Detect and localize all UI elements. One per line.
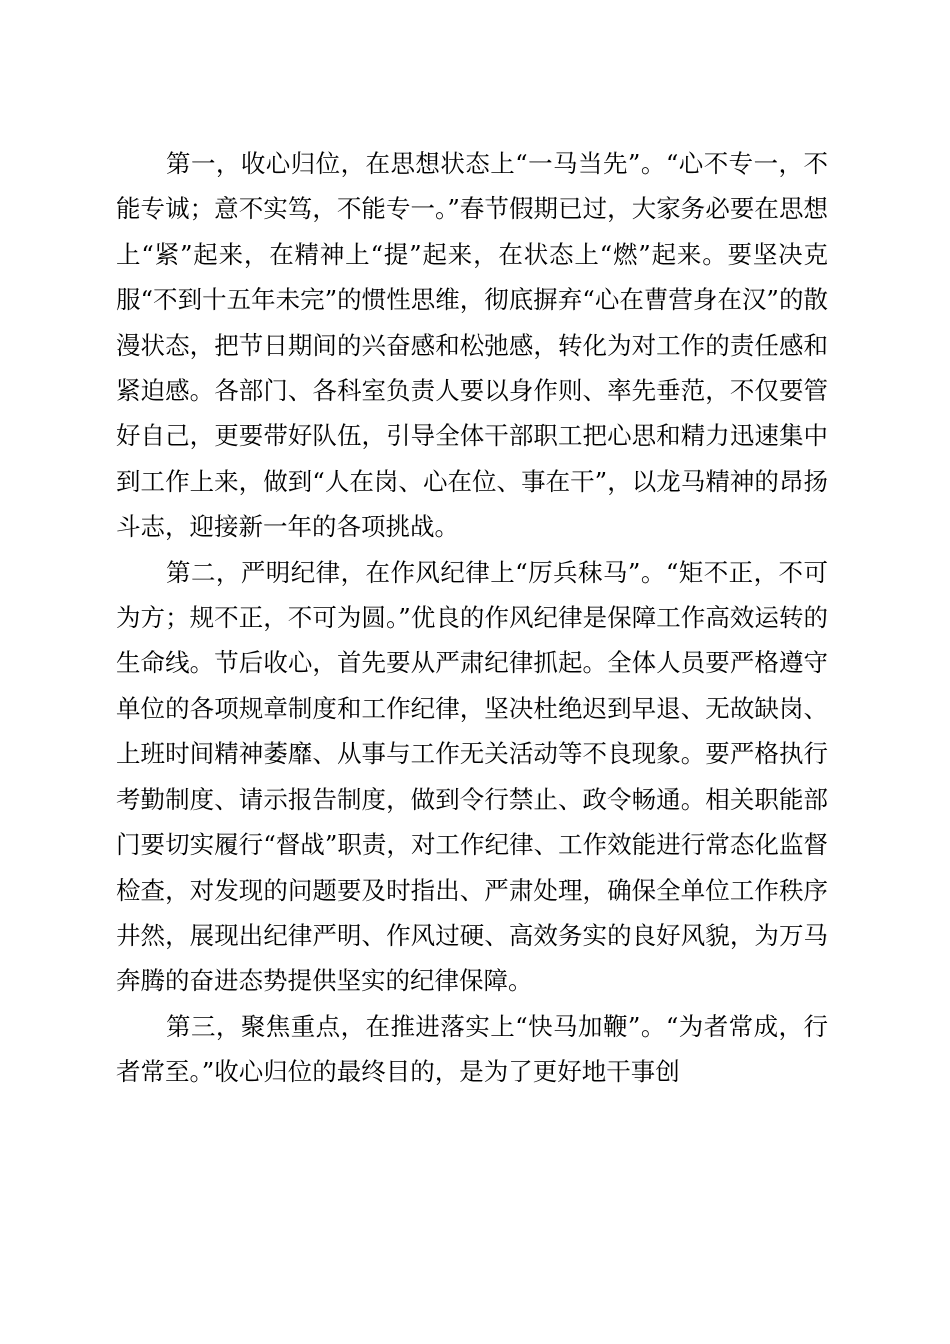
document-page bbox=[116, 141, 828, 1095]
paragraph-1: 第一，收心归位，在思想状态上“一马当先”。“心不专一，不能专诚；意不实笃，不能专一。”春节假期已过，大家务必要在思想上“紧”起来，在精神上“提”起来，在状态上“燃”起来。要坚决克服“不到十五年未完”的惯性思维，彻底摒弃“心在曹营身在汉”的散漫状态，把节日期间的兴奋感和松弛感，转化为对工作的责任感和紧迫感。各部门、各科室负责人要以身作则、率先垂范，不仅要管好自己，更要带好队伍，引导全体干部职工把心思和精力迅速集中到工作上来，做到“人在岗、心在位、事在干”，以龙马精神的昂扬斗志，迎接新一年的各项挑战。 bbox=[116, 149, 828, 542]
paragraph-2: 第二，严明纪律，在作风纪律上“厉兵秣马”。“矩不正，不可为方；规不正，不可为圆。”优良的作风纪律是保障工作高效运转的生命线。节后收心，首先要从严肃纪律抓起。全体人员要严格遵守单位的各项规章制度和工作纪律，坚决杜绝迟到早退、无故缺岗、上班时间精神萎靡、从事与工作无关活动等不良现象。要严格执行考勤制度、请示报告制度，做到令行禁止、政令畅通。相关职能部门要切实履行“督战”职责，对工作纪律、工作效能进行常态化监督检查，对发现的问题要及时指出、严肃处理，确保全单位工作秩序井然，展现出纪律严明、作风过硬、高效务实的良好风貌，为万马奔腾的奋进态势提供坚实的纪律保障。 bbox=[116, 557, 828, 996]
paragraph-3: 第三，聚焦重点，在推进落实上“快马加鞭”。“为者常成，行者常至。”收心归位的最终目的，是为了更好地干事创 bbox=[116, 1011, 828, 1087]
